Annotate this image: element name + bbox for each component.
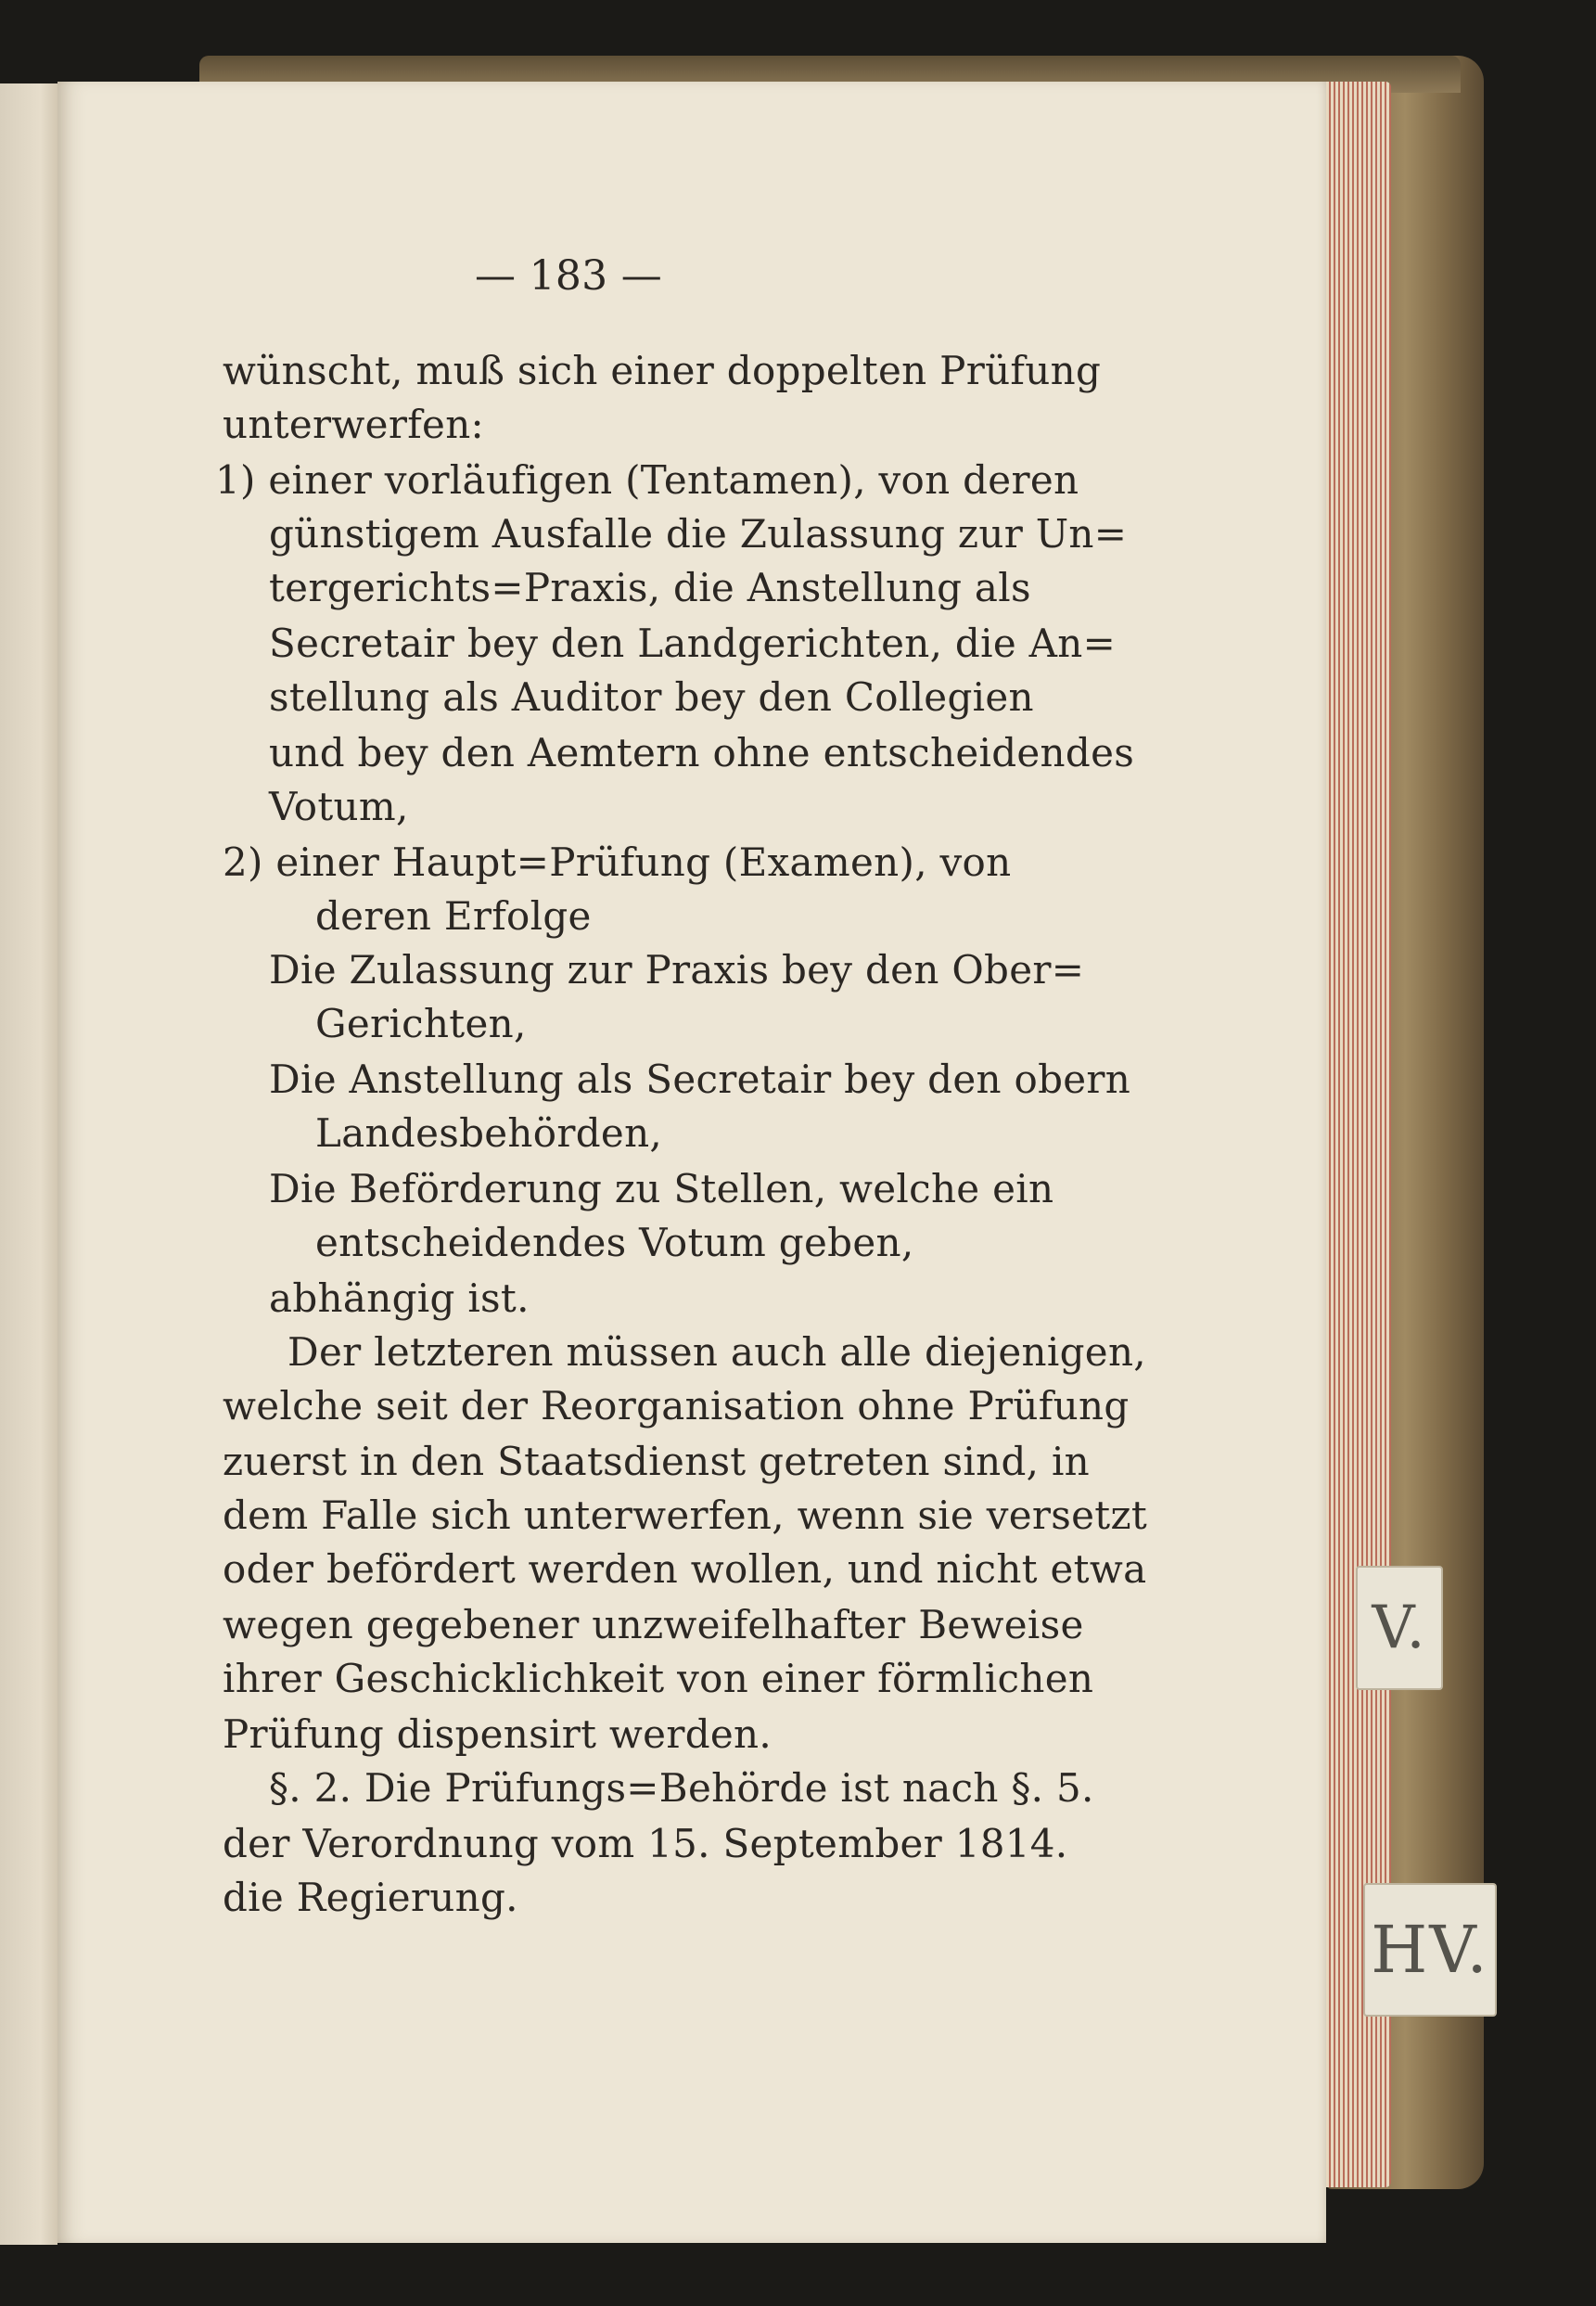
text-line: abhängig ist. [269, 1275, 530, 1321]
text-line: und bey den Aemtern ohne entscheidendes [269, 730, 1135, 775]
text-line: Secretair bey den Landgerichten, die An= [269, 621, 1117, 666]
text-line: günstigem Ausfalle die Zulassung zur Un= [269, 511, 1128, 557]
text-line: Der letzteren müssen auch alle diejenigen, [287, 1329, 1146, 1375]
text-line: deren Erfolge [315, 893, 592, 939]
text-line: Landesbehörden, [315, 1110, 663, 1156]
text-line: Votum, [269, 784, 409, 829]
text-line: dem Falle sich unterwerfen, wenn sie versetzt [223, 1492, 1148, 1538]
thumb-tab-upper[interactable] [1356, 1566, 1443, 1690]
text-line: Die Anstellung als Secretair bey den obern [269, 1057, 1131, 1102]
text-line: der Verordnung vom 15. September 1814. [223, 1821, 1068, 1866]
text-line: Die Beförderung zu Stellen, welche ein [269, 1166, 1054, 1211]
text-line: Prüfung dispensirt werden. [223, 1711, 772, 1757]
text-line: stellung als Auditor bey den Collegien [269, 674, 1034, 720]
page-edges [1317, 82, 1391, 2187]
text-line: 1) einer vorläufigen (Tentamen), von deren [215, 457, 1079, 503]
text-line: §. 2. Die Prüfungs=Behörde ist nach §. 5. [269, 1765, 1094, 1811]
text-line: zuerst in den Staatsdienst getreten sind, in [223, 1439, 1091, 1484]
text-line: Die Zulassung zur Praxis bey den Ober= [269, 947, 1085, 993]
text-line: wegen gegebener unzweifelhafter Beweise [223, 1602, 1084, 1647]
thumb-tab-upper-label: V. [1372, 1594, 1427, 1662]
text-line: ihrer Geschicklichkeit von einer förmlichen [223, 1656, 1094, 1701]
left-facing-page [0, 83, 57, 2245]
thumb-tab-lower[interactable] [1363, 1883, 1497, 2017]
thumb-tab-lower-label: HV. [1371, 1912, 1489, 1988]
text-line: 2) einer Haupt=Prüfung (Examen), von [223, 839, 1012, 885]
text-line: tergerichts=Praxis, die Anstellung als [269, 565, 1031, 610]
page-number: — 183 — [475, 252, 663, 300]
text-line: wünscht, muß sich einer doppelten Prüfung [223, 348, 1102, 393]
text-line: Gerichten, [315, 1001, 527, 1046]
text-line: unterwerfen: [223, 402, 484, 447]
text-line: entscheidendes Votum geben, [315, 1220, 914, 1265]
text-line: oder befördert werden wollen, und nicht etwa [223, 1546, 1147, 1592]
text-line: die Regierung. [223, 1875, 518, 1920]
text-line: welche seit der Reorganisation ohne Prüfung [223, 1383, 1130, 1428]
